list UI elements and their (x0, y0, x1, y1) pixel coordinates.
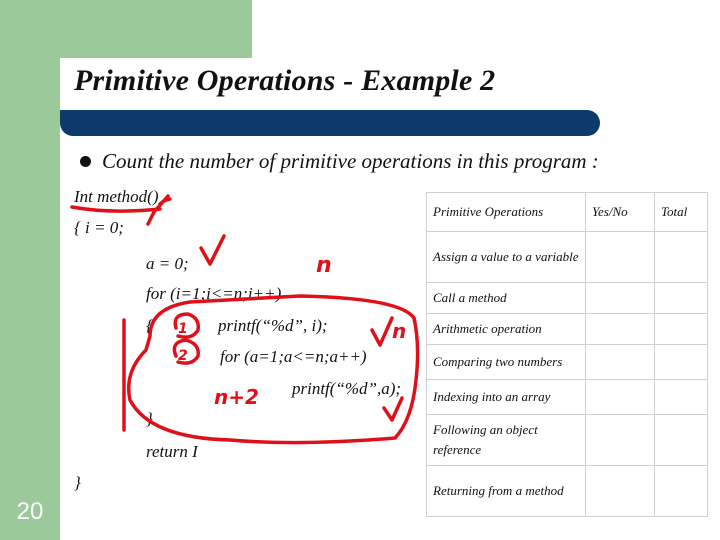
table-cell (586, 283, 655, 314)
corner-decoration (0, 0, 252, 58)
table-header-row (427, 193, 708, 232)
underline-ink (72, 207, 160, 211)
table-row (427, 283, 708, 314)
ink-mark-text: 1 (178, 321, 188, 337)
table-cell: Returning from a method (427, 466, 586, 517)
ink-mark-text: n (392, 319, 407, 343)
table-cell: Call a method (427, 283, 586, 314)
table-cell: Arithmetic operation (427, 314, 586, 345)
table-row (427, 345, 708, 380)
bullet-text: Count the number of primitive operations in this program : (102, 149, 599, 173)
table-cell (655, 415, 708, 466)
table-header-cell: Yes/No (586, 193, 655, 232)
table-cell (655, 314, 708, 345)
code-line: } (74, 473, 81, 492)
table-cell (586, 345, 655, 380)
checkmark-icon (201, 236, 224, 264)
table-row (427, 380, 708, 415)
ink-mark-text: n (316, 253, 332, 278)
checkmark-icon (384, 398, 402, 420)
table-header-cell: Total (655, 193, 708, 232)
table-cell: Assign a value to a variable (427, 232, 586, 283)
left-sidebar-band (0, 58, 60, 540)
ink-mark-text: n+2 (214, 385, 259, 409)
table-header-cell: Primitive Operations (427, 193, 586, 232)
table-cell: Comparing two numbers (427, 345, 586, 380)
title-divider-bar (60, 110, 600, 136)
table-cell: Indexing into an array (427, 380, 586, 415)
circled-mark-icon (175, 314, 198, 337)
table-cell (655, 380, 708, 415)
code-line: return I (146, 442, 198, 461)
primitive-operations-table (426, 192, 708, 517)
slide-number: 20 (16, 498, 44, 525)
code-line: a = 0; (146, 254, 189, 273)
slide-title: Primitive Operations - Example 2 (74, 64, 496, 97)
table-cell (655, 345, 708, 380)
table-row (427, 232, 708, 283)
table-cell (586, 380, 655, 415)
table-cell (586, 314, 655, 345)
code-line: for (i=1;i<=n;i++) (146, 284, 282, 303)
bullet-dot-icon (80, 156, 91, 167)
table-cell: Following an object reference (427, 415, 586, 466)
circled-mark-icon (174, 340, 198, 363)
table-cell (586, 232, 655, 283)
checkmark-icon (372, 318, 392, 345)
code-line: printf(“%d”, i); (218, 316, 328, 335)
table-row (427, 466, 708, 517)
table-cell (655, 232, 708, 283)
table-cell (586, 415, 655, 466)
table-cell (655, 283, 708, 314)
table-row (427, 314, 708, 345)
code-line: } (146, 409, 153, 428)
table-cell (586, 466, 655, 517)
table-row (427, 415, 708, 466)
code-line: for (a=1;a<=n;a++) (220, 347, 367, 366)
code-line: printf(“%d”,a); (292, 379, 402, 398)
code-line: Int method() (74, 187, 159, 206)
code-line: { i = 0; (74, 218, 124, 237)
code-line: { (146, 316, 153, 335)
ink-mark-text: 2 (178, 348, 188, 364)
table-cell (655, 466, 708, 517)
